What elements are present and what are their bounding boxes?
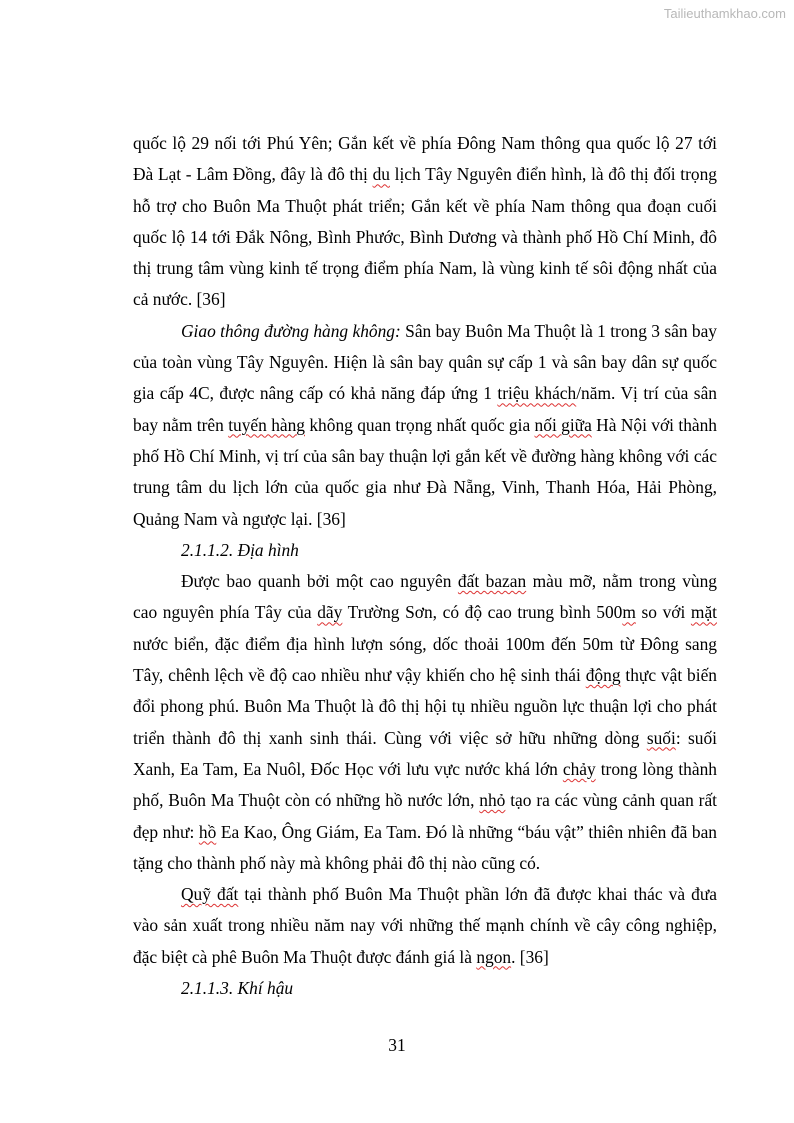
document-body: [133, 128, 717, 1004]
section-heading-terrain: 2.1.1.2. Địa hình: [181, 539, 299, 560]
paragraph-terrain: Được bao quanh bởi một cao nguyên đất bazan màu mỡ, nằm trong vùng cao nguyên phía Tây của dãy Trường Sơn, có độ cao trung bình 500m so với mặt nước biển, đặc điểm địa hình lượn sóng, dốc thoải 100m đến 50m từ Đông sang Tây, chênh lệch về độ cao nhiều như vậy khiến cho hệ sinh thái động thực vật biến đổi phong phú. Buôn Ma Thuột là đô thị hội tụ nhiều nguồn lực thuận lợi cho phát triển thành đô thị xanh sinh thái. Cùng với việc sở hữu những dòng suối: suối Xanh, Ea Tam, Ea Nuôl, Đốc Học với lưu vực nước khá lớn chảy trong lòng thành phố, Buôn Ma Thuột còn có những hồ nước lớn, nhỏ tạo ra các vùng cảnh quan rất đẹp như: hồ Ea Kao, Ông Giám, Ea Tam. Đó là những “báu vật” thiên nhiên đã ban tặng cho thành phố này mà không phải đô thị nào cũng có.: [133, 571, 718, 873]
paragraph-air-transport: Giao thông đường hàng không: Sân bay Buôn Ma Thuột là 1 trong 3 sân bay của toàn vùng Tây Nguyên. Hiện là sân bay quân sự cấp 1 và sân bay dân sự quốc gia cấp 4C, được nâng cấp có khả năng đáp ứng 1 triệu khách/năm. Vị trí của sân bay nằm trên tuyến hàng không quan trọng nhất quốc gia nối giữa Hà Nội với thành phố Hồ Chí Minh, vị trí của sân bay thuận lợi gắn kết về đường hàng không với các trung tâm du lịch lớn của quốc gia như Đà Nẵng, Vinh, Thanh Hóa, Hải Phòng, Quảng Nam và ngược lại. [36]: [133, 320, 717, 529]
watermark: Tailieuthamkhao.com: [663, 6, 786, 21]
paragraph-road-connections: quốc lộ 29 nối tới Phú Yên; Gắn kết về phía Đông Nam thông qua quốc lộ 27 tới Đà Lạt - Lâm Đồng, đây là đô thị du lịch Tây Nguyên điển hình, là đô thị đối trọng hỗ trợ cho Buôn Ma Thuột phát triển; Gắn kết về phía Nam thông qua đoạn cuối quốc lộ 14 tới Đắk Nông, Bình Phước, Bình Dương và thành phố Hồ Chí Minh, đô thị trung tâm vùng kinh tế trọng điểm phía Nam, là vùng kinh tế sôi động nhất của cả nước. [36]: [133, 133, 717, 310]
paragraph-land-fund: Quỹ đất tại thành phố Buôn Ma Thuột phần lớn đã được khai thác và đưa vào sản xuất trong nhiều năm nay với những thế mạnh chính về cây công nghiệp, đặc biệt cà phê Buôn Ma Thuột được đánh giá là ngon. [36]: [133, 884, 717, 967]
air-transport-label: Giao thông đường hàng không:: [181, 320, 401, 341]
section-heading-climate: 2.1.1.3. Khí hậu: [181, 978, 294, 999]
page-number: 31: [388, 1035, 406, 1055]
